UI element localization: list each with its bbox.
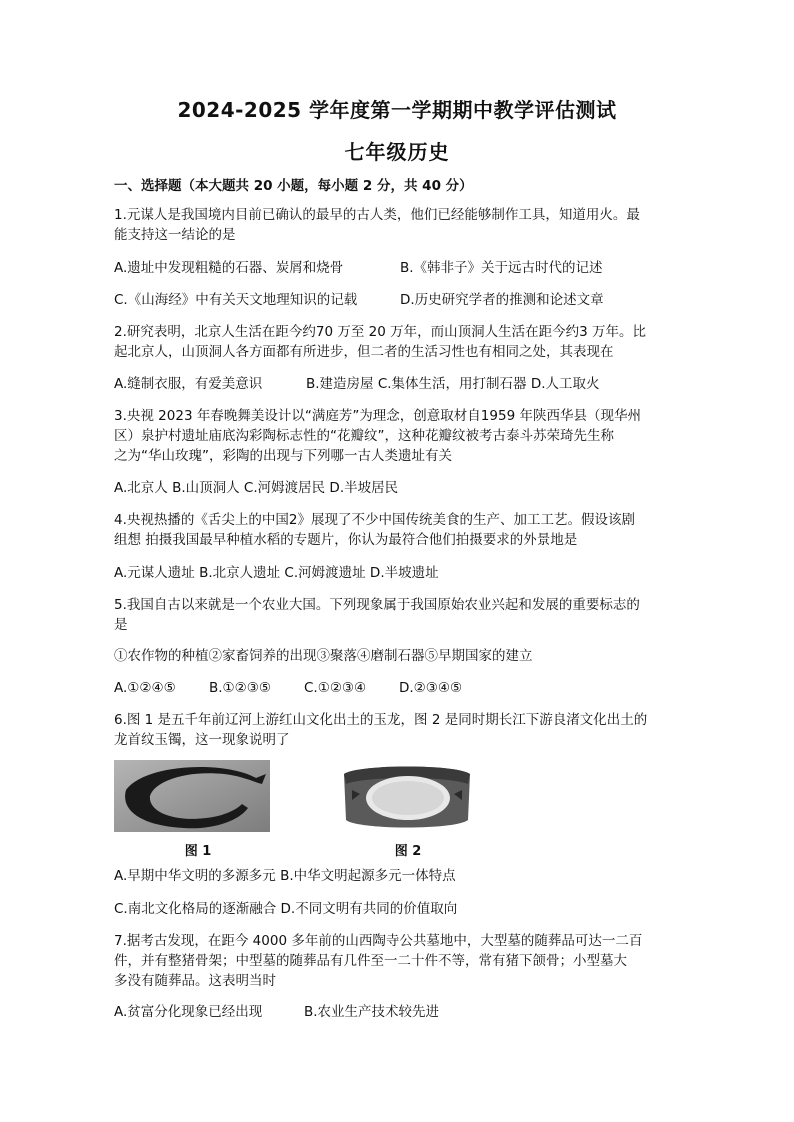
q1-option-c: C.《山海经》中有关天文地理知识的记载 <box>114 292 358 308</box>
section-heading: 一、选择题（本大题共 20 小题，每小题 2 分，共 40 分） <box>114 178 473 194</box>
q1-option-a: A.遗址中发现粗糙的石器、炭屑和烧骨 <box>114 260 344 276</box>
q3-options-row-1: A.北京人 B.山顶洞人 C.河姆渡居民 D.半坡居民 <box>114 480 399 496</box>
q2-options-row-1 <box>114 374 694 394</box>
q6-stem-line-1: 6.图 1 是五千年前辽河上游红山文化出土的玉龙，图 2 是同时期长江下游良渚文化出土的 <box>114 712 648 728</box>
q5-option-a: A.①②④⑤ <box>114 680 176 696</box>
q6-options-row-2: C.南北文化格局的逐渐融合 D.不同文明有共同的价值取向 <box>114 901 458 917</box>
figure-2-caption: 图 2 <box>394 844 422 859</box>
q2-option-bcd: B.建造房屋 C.集体生活，用打制石器 D.人工取火 <box>306 376 600 392</box>
q2-stem-line-2: 起北京人，山顶洞人各方面都有所进步，但二者的生活习性也有相同之处，其表现在 <box>114 344 614 360</box>
q5-items: ①农作物的种植②家畜饲养的出现③聚落④磨制石器⑤早期国家的建立 <box>114 648 533 664</box>
q5-stem-line-1: 5.我国自古以来就是一个农业大国。下列现象属于我国原始农业兴起和发展的重要标志的 <box>114 597 640 613</box>
q5-option-b: B.①②③⑤ <box>209 680 271 696</box>
q1-options-row-1 <box>114 258 694 278</box>
q5-option-c: C.①②③④ <box>304 680 367 696</box>
q1-option-b: B.《韩非子》关于远古时代的记述 <box>400 260 603 276</box>
q7-stem-line-2: 件，并有整猪骨架；中型墓的随葬品有几件至一二十件不等，常有猪下颌骨；小型墓大 <box>114 953 627 969</box>
q3-stem-line-3: 之为“华山玫瑰”，彩陶的出现与下列哪一古人类遗址有关 <box>114 448 452 464</box>
q7-options-row-1 <box>114 1002 694 1022</box>
q6-options-row-1: A.早期中华文明的多源多元 B.中华文明起源多元一体特点 <box>114 868 456 884</box>
q2-option-a: A.缝制衣服，有爱美意识 <box>114 376 263 392</box>
q2-stem-line-1: 2.研究表明，北京人生活在距今约70 万至 20 万年，而山顶洞人生活在距今约3 万年。比 <box>114 324 646 340</box>
q1-stem-line-1: 1.元谋人是我国境内目前已确认的最早的古人类，他们已经能够制作工具，知道用火。最 <box>114 207 640 223</box>
q7-stem-line-1: 7.据考古发现，在距今 4000 多年前的山西陶寺公共墓地中，大型墓的随葬品可达一二百 <box>114 933 643 949</box>
q6-stem-line-2: 龙首纹玉镯，这一现象说明了 <box>114 732 290 748</box>
exam-subject: 七年级历史 <box>344 140 450 164</box>
q3-stem-line-1: 3.央视 2023 年春晚舞美设计以“满庭芳”为理念，创意取材自1959 年陕西华县（现华州 <box>114 408 641 424</box>
jade-dragon-image <box>114 760 270 832</box>
q5-stem-line-2: 是 <box>114 617 128 633</box>
q1-option-d: D.历史研究学者的推测和论述文章 <box>400 292 604 308</box>
q3-stem-line-2: 区）泉护村遗址庙底沟彩陶标志性的“花瓣纹”，这种花瓣纹被考古泰斗苏荣琦先生称 <box>114 428 614 444</box>
q4-stem-line-2: 组想 拍摄我国最早种植水稻的专题片，你认为最符合他们拍摄要求的外景地是 <box>114 532 578 548</box>
q1-stem-line-2: 能支持这一结论的是 <box>114 227 236 243</box>
q7-stem-line-3: 多没有随葬品。这表明当时 <box>114 973 276 989</box>
exam-title: 2024-2025 学年度第一学期期中教学评估测试 <box>177 98 617 122</box>
figure-1-caption: 图 1 <box>184 844 212 859</box>
q5-options-row-1 <box>114 678 694 698</box>
q5-option-d: D.②③④⑤ <box>399 680 463 696</box>
jade-bracelet-image <box>338 760 476 832</box>
q7-option-a: A.贫富分化现象已经出现 <box>114 1004 263 1020</box>
q4-options-row-1: A.元谋人遗址 B.北京人遗址 C.河姆渡遗址 D.半坡遗址 <box>114 565 439 581</box>
q7-option-b: B.农业生产技术较先进 <box>304 1004 440 1020</box>
q1-options-row-2 <box>114 290 694 310</box>
q6-figures <box>114 760 514 859</box>
q4-stem-line-1: 4.央视热播的《舌尖上的中国2》展现了不少中国传统美食的生产、加工工艺。假设该剧 <box>114 512 635 528</box>
